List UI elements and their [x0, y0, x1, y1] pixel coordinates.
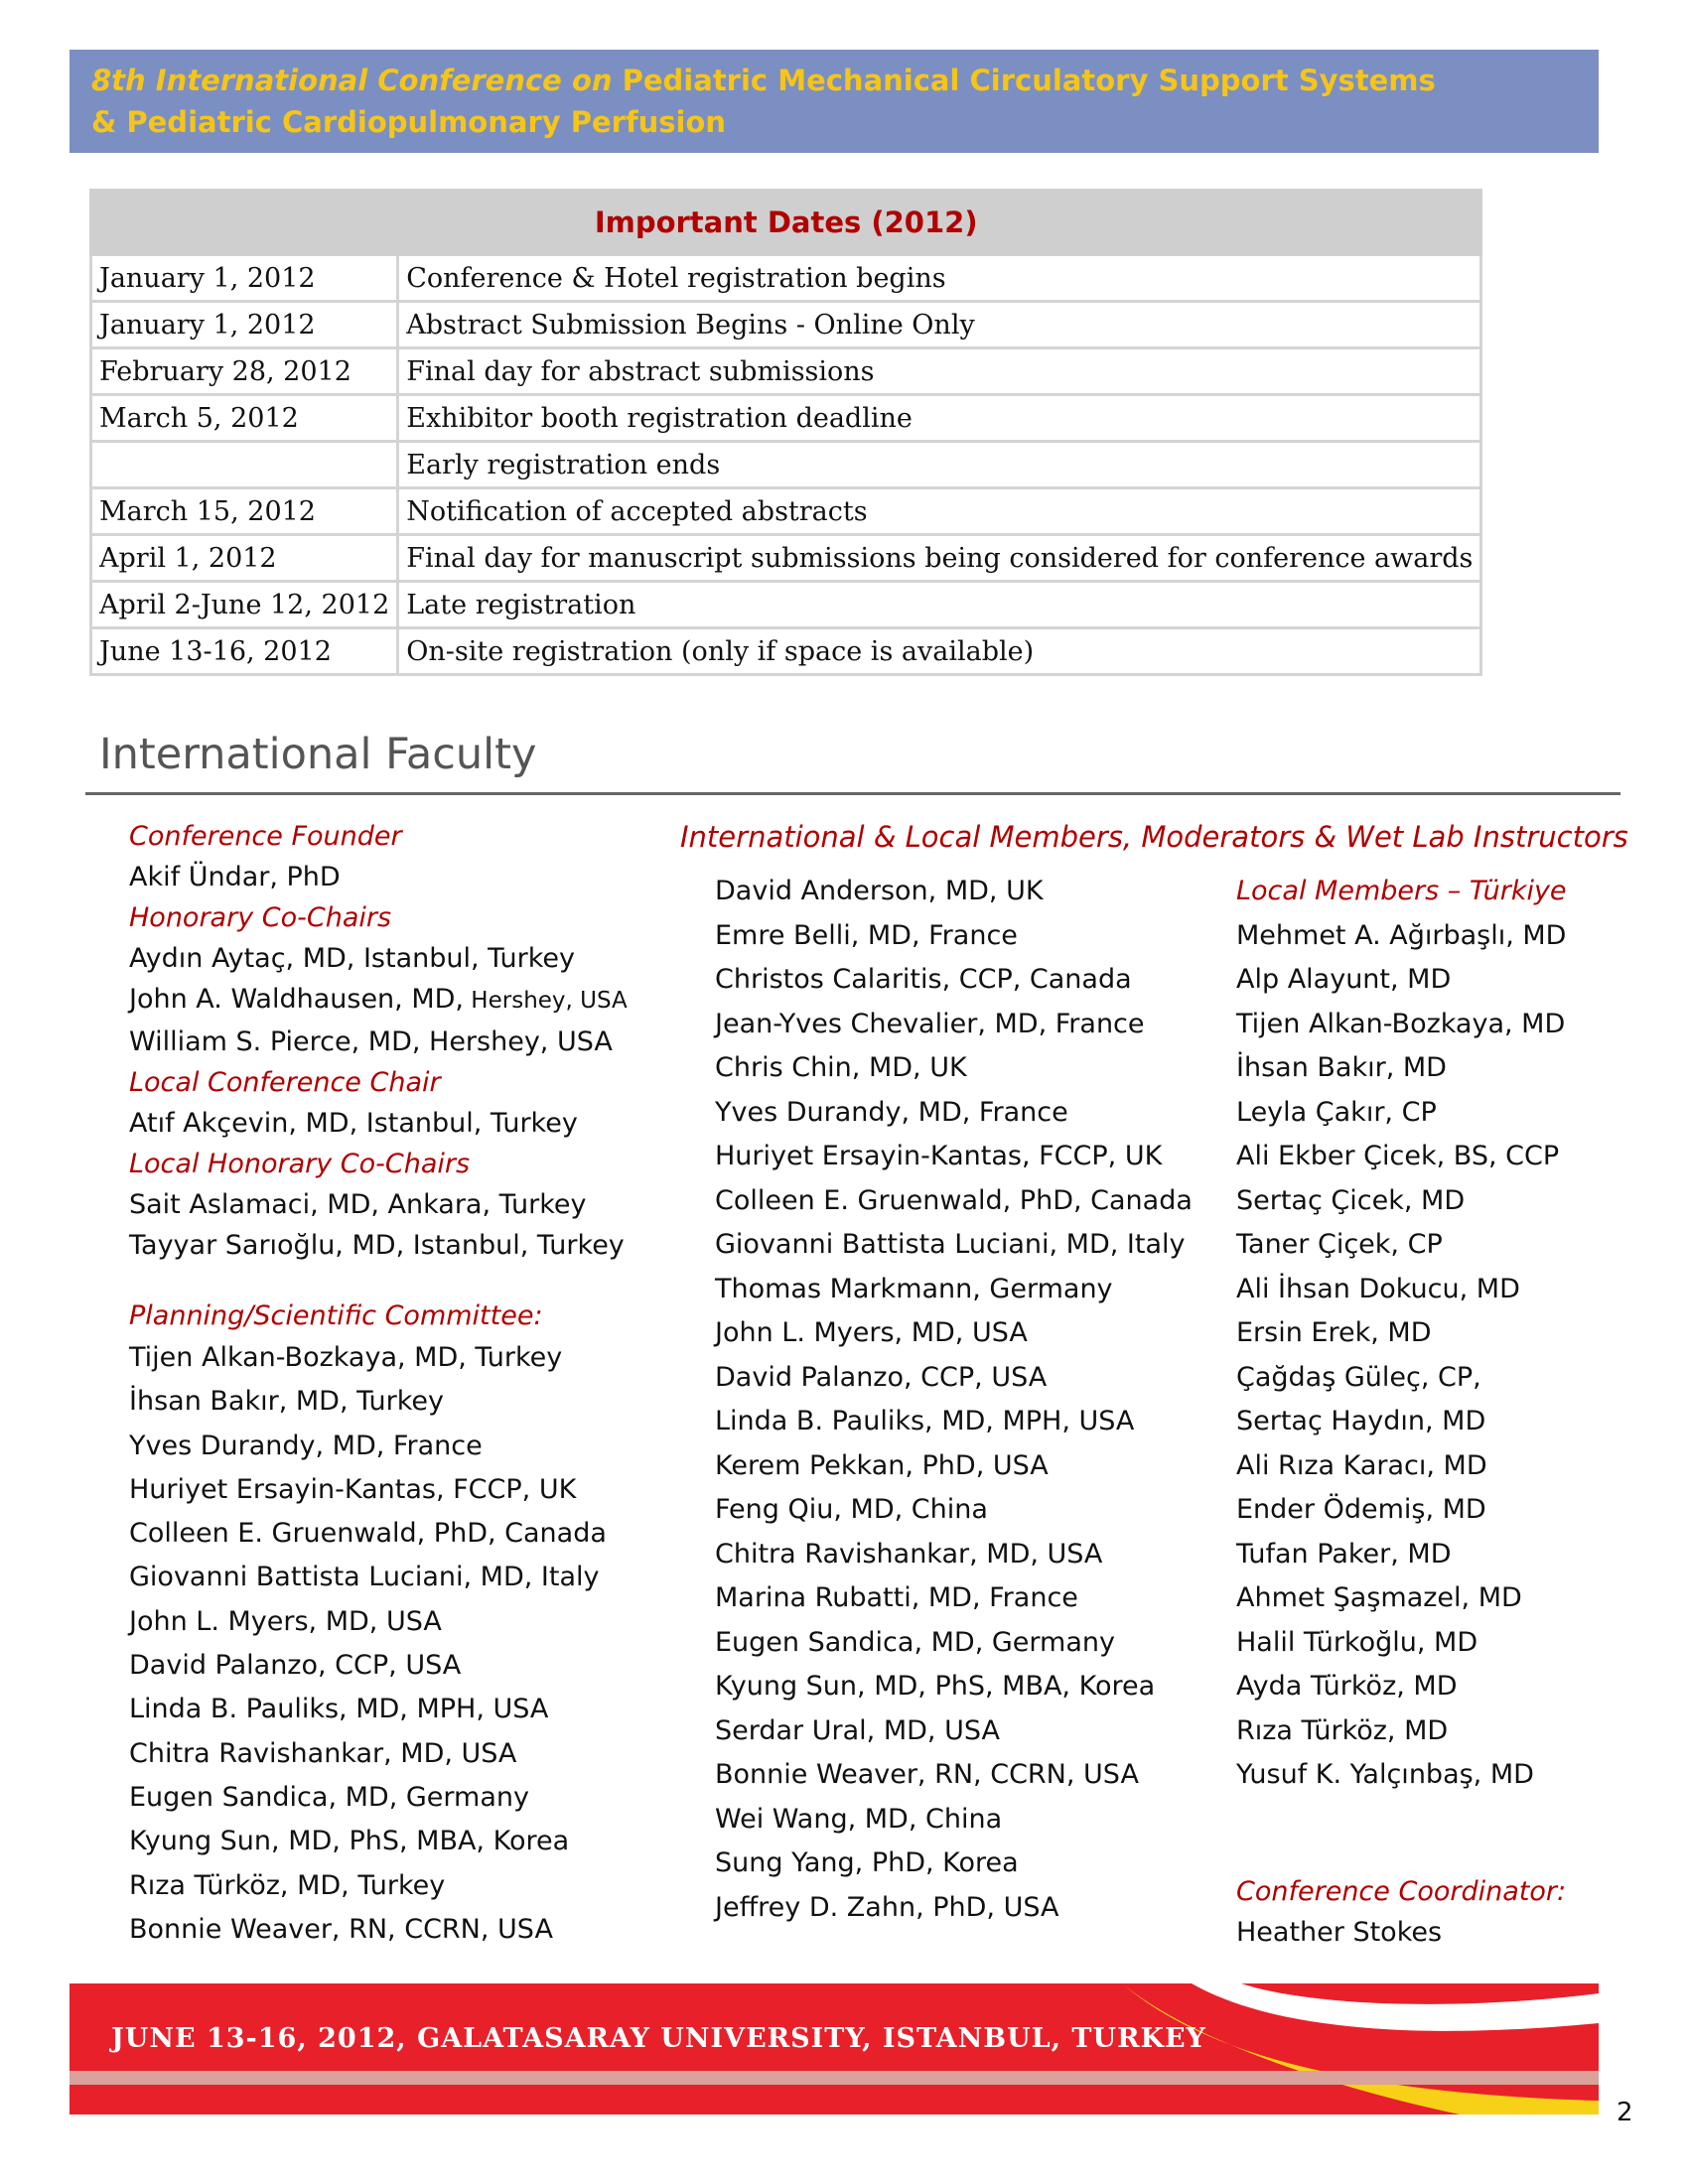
local-member: Tufan Paker, MD [1236, 1538, 1452, 1570]
local-member: Ali İhsan Dokucu, MD [1236, 1273, 1520, 1304]
local-member: İhsan Bakır, MD [1236, 1052, 1447, 1083]
coordinator-label: Conference Coordinator: [1236, 1876, 1567, 1907]
faculty-member: Kyung Sun, MD, PhS, MBA, Korea [715, 1671, 1156, 1702]
local-chair-label: Local Conference Chair [129, 1067, 441, 1098]
faculty-member: David Anderson, MD, UK [715, 876, 1044, 906]
faculty-member: Feng Qiu, MD, China [715, 1494, 988, 1525]
event-cell: Late registration [398, 582, 1481, 628]
faculty-member: Jeffrey D. Zahn, PhD, USA [715, 1891, 1059, 1923]
honorary-chair: William S. Pierce, MD, Hershey, USA [129, 1026, 613, 1057]
local-members-list [1236, 914, 1567, 1798]
faculty-member: Thomas Markmann, Germany [715, 1273, 1113, 1304]
local-member: Sertaç Haydın, MD [1236, 1406, 1486, 1436]
faculty-member: Serdar Ural, MD, USA [715, 1714, 1000, 1746]
local-member: Ali Ekber Çicek, BS, CCP [1236, 1141, 1560, 1171]
faculty-member: Chitra Ravishankar, MD, USA [715, 1538, 1103, 1570]
event-cell: Early registration ends [398, 442, 1481, 488]
date-row [91, 302, 1481, 348]
local-member: Alp Alayunt, MD [1236, 964, 1452, 995]
local-member: Rıza Türköz, MD [1236, 1714, 1449, 1746]
committee-member: Chitra Ravishankar, MD, USA [129, 1737, 517, 1769]
faculty-member: Christos Calaritis, CCP, Canada [715, 964, 1132, 995]
committee-member: John L. Myers, MD, USA [129, 1605, 442, 1637]
founder-name: Akif Ündar, PhD [129, 862, 341, 892]
faculty-member: Kerem Pekkan, PhD, USA [715, 1449, 1049, 1481]
local-honorary-chair: Tayyar Sarıoğlu, MD, Istanbul, Turkey [129, 1230, 625, 1261]
local-member: Halil Türkoğlu, MD [1236, 1626, 1478, 1658]
local-member: Tijen Alkan-Bozkaya, MD [1236, 1008, 1566, 1039]
faculty-member: Yves Durandy, MD, France [715, 1096, 1068, 1128]
local-honorary-chair: Sait Aslamaci, MD, Ankara, Turkey [129, 1189, 587, 1220]
faculty-member: Bonnie Weaver, RN, CCRN, USA [715, 1759, 1139, 1790]
event-cell: Final day for abstract submissions [398, 348, 1481, 395]
date-row [91, 255, 1481, 302]
local-members-label: Local Members – Türkiye [1236, 876, 1567, 906]
date-row [91, 395, 1481, 442]
local-member: Ayda Türköz, MD [1236, 1671, 1458, 1702]
faculty-member: Wei Wang, MD, China [715, 1803, 1003, 1835]
faculty-member: Eugen Sandica, MD, Germany [715, 1626, 1115, 1658]
international-members-list [715, 870, 1193, 1930]
local-members-column [1236, 870, 1567, 1798]
local-member: Çağdaş Güleç, CP, [1236, 1361, 1481, 1393]
committee-member: Tijen Alkan-Bozkaya, MD, Turkey [129, 1342, 563, 1373]
faculty-member: Sung Yang, PhD, Korea [715, 1847, 1019, 1878]
local-member: Ersin Erek, MD [1236, 1317, 1432, 1348]
faculty-member: Emre Belli, MD, France [715, 919, 1018, 951]
committee-member: Yves Durandy, MD, France [129, 1430, 483, 1461]
faculty-member: Chris Chin, MD, UK [715, 1052, 967, 1083]
footer-text: JUNE 13-16, 2012, GALATASARAY UNIVERSITY, ISTANBUL, TURKEY [111, 2023, 1206, 2054]
local-member: Ender Ödemiş, MD [1236, 1494, 1486, 1525]
founder-label: Conference Founder [129, 821, 402, 852]
date-cell [91, 442, 398, 488]
dates-table-title: Important Dates (2012) [91, 191, 1481, 255]
local-chair-name: Atıf Akçevin, MD, Istanbul, Turkey [129, 1108, 578, 1139]
faculty-member: David Palanzo, CCP, USA [715, 1361, 1048, 1393]
honorary-chair [129, 979, 628, 1022]
dates-table-header-row [91, 191, 1481, 255]
committee-member: Rıza Türköz, MD, Turkey [129, 1869, 446, 1901]
date-cell: April 1, 2012 [91, 535, 398, 582]
committee-list [129, 1336, 628, 1952]
event-cell: Final day for manuscript submissions being considered for conference awards [398, 535, 1481, 582]
date-row [91, 442, 1481, 488]
honorary-chairs-label: Honorary Co-Chairs [129, 902, 392, 933]
faculty-member: Linda B. Pauliks, MD, MPH, USA [715, 1406, 1135, 1436]
committee-member: Bonnie Weaver, RN, CCRN, USA [129, 1913, 553, 1945]
faculty-member: Marina Rubatti, MD, France [715, 1582, 1078, 1613]
faculty-member: Jean-Yves Chevalier, MD, France [715, 1008, 1145, 1039]
committee-member: David Palanzo, CCP, USA [129, 1650, 462, 1682]
section-divider [85, 792, 1620, 795]
local-member: Taner Çiçek, CP [1236, 1229, 1443, 1260]
committee-member: Linda B. Pauliks, MD, MPH, USA [129, 1694, 549, 1725]
international-faculty-title: International Faculty [99, 730, 537, 779]
waldhausen-name: John A. Waldhausen, MD, [129, 984, 464, 1015]
faculty-member: Giovanni Battista Luciani, MD, Italy [715, 1229, 1186, 1260]
faculty-left-column [129, 816, 628, 1952]
conference-title-italic: 8th International Conference on [91, 64, 613, 97]
conference-title-rest: Pediatric Mechanical Circulatory Support Systems [612, 64, 1436, 97]
spacer [129, 1266, 628, 1296]
faculty-member: Huriyet Ersayin-Kantas, FCCP, UK [715, 1141, 1163, 1171]
committee-member: Colleen E. Gruenwald, PhD, Canada [129, 1518, 607, 1550]
date-cell: March 15, 2012 [91, 488, 398, 535]
committee-member: Huriyet Ersayin-Kantas, FCCP, UK [129, 1473, 577, 1505]
date-cell: March 5, 2012 [91, 395, 398, 442]
committee-member: Giovanni Battista Luciani, MD, Italy [129, 1562, 600, 1593]
local-honorary-label: Local Honorary Co-Chairs [129, 1149, 471, 1179]
event-cell: Notification of accepted abstracts [398, 488, 1481, 535]
date-row [91, 535, 1481, 582]
event-cell: Conference & Hotel registration begins [398, 255, 1481, 302]
event-cell: Exhibitor booth registration deadline [398, 395, 1481, 442]
committee-member: İhsan Bakır, MD, Turkey [129, 1386, 444, 1418]
dates-table-body [91, 255, 1481, 675]
coordinator-block [1236, 1871, 1566, 1953]
local-member: Yusuf K. Yalçınbaş, MD [1236, 1759, 1534, 1790]
date-cell: April 2-June 12, 2012 [91, 582, 398, 628]
date-row [91, 488, 1481, 535]
footer-band [70, 1983, 1599, 2115]
local-member: Sertaç Çicek, MD [1236, 1184, 1466, 1216]
international-members-label: International & Local Members, Moderators & Wet Lab Instructors [680, 820, 1628, 854]
local-member: Ahmet Şaşmazel, MD [1236, 1582, 1522, 1613]
local-member: Leyla Çakır, CP [1236, 1096, 1437, 1128]
honorary-chair: Aydın Aytaç, MD, Istanbul, Turkey [129, 943, 576, 974]
important-dates-table [89, 189, 1482, 676]
date-cell: January 1, 2012 [91, 255, 398, 302]
committee-member: Kyung Sun, MD, PhS, MBA, Korea [129, 1826, 570, 1857]
coordinator-name: Heather Stokes [1236, 1917, 1443, 1948]
date-row [91, 348, 1481, 395]
local-member: Mehmet A. Ağırbaşlı, MD [1236, 919, 1567, 951]
event-cell: Abstract Submission Begins - Online Only [398, 302, 1481, 348]
faculty-member: John L. Myers, MD, USA [715, 1317, 1028, 1348]
committee-label: Planning/Scientific Committee: [129, 1300, 543, 1331]
date-row [91, 628, 1481, 675]
local-member: Ali Rıza Karacı, MD [1236, 1449, 1487, 1481]
waldhausen-place: Hershey, USA [464, 988, 628, 1014]
footer-stripe [70, 2071, 1599, 2085]
date-row [91, 582, 1481, 628]
faculty-member: Colleen E. Gruenwald, PhD, Canada [715, 1184, 1193, 1216]
conference-title-line2: & Pediatric Cardiopulmonary Perfusion [91, 105, 727, 139]
date-cell: February 28, 2012 [91, 348, 398, 395]
date-cell: June 13-16, 2012 [91, 628, 398, 675]
committee-member: Eugen Sandica, MD, Germany [129, 1781, 529, 1813]
page-number: 2 [1617, 2098, 1633, 2127]
date-cell: January 1, 2012 [91, 302, 398, 348]
event-cell: On-site registration (only if space is available) [398, 628, 1481, 675]
conference-title-line1 [91, 60, 1577, 101]
conference-header-band [70, 50, 1599, 153]
